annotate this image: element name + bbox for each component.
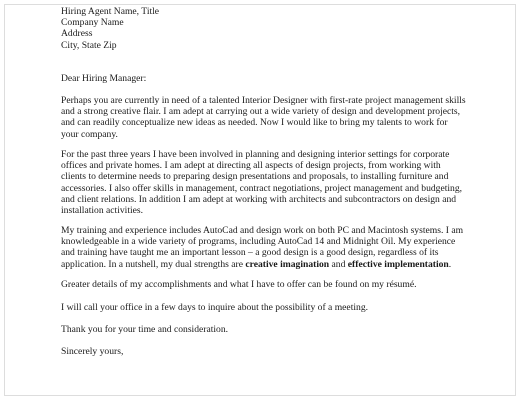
paragraph-line: and training have taught me an important lesson – a good design is a good design, regardless of its <box>61 247 439 259</box>
paragraph-line: and can readily conceptualize new ideas as needed. Now I would like to bring my talents to work for <box>61 117 448 129</box>
paragraph-line: For the past three years I have been involved in planning and designing interior settings for corporate <box>61 149 450 160</box>
paragraph-line: offices and private homes. I am adept at directing all aspects of design projects, from working with <box>61 160 441 172</box>
paragraph-line: Thank you for your time and consideration. <box>61 324 229 335</box>
paragraph-line: Greater details of my accomplishments and what I have to offer can be found on my résumé. <box>61 279 417 290</box>
paragraph-resume <box>61 279 416 290</box>
paragraph-line: installation activities. <box>61 205 144 217</box>
paragraph-line: knowledgeable in a wide variety of programs, including AutoCad 14 and Midnight Oil. My experience <box>61 236 456 248</box>
paragraph-thanks <box>61 324 228 335</box>
paragraph-line: your company. <box>61 128 118 140</box>
recipient-address-line: Address <box>61 28 93 40</box>
strengths-text: application. In a nutshell, my dual strengths are <box>61 258 246 270</box>
strength-effective-implementation: effective implementation <box>347 258 449 270</box>
paragraph-line-strengths <box>61 259 463 270</box>
salutation: Dear Hiring Manager: <box>61 73 147 84</box>
paragraph-line: My training and experience includes AutoCad and design work on both PC and Macintosh systems. I am <box>61 225 464 236</box>
closing: Sincerely yours, <box>61 346 124 357</box>
paragraph-line: clients to determine needs to preparing design presentations and proposals, to installing furniture and <box>61 171 449 183</box>
strengths-period: . <box>448 258 452 270</box>
paragraph-followup <box>61 302 368 313</box>
recipient-name-line: Hiring Agent Name, Title <box>61 6 160 17</box>
paragraph-line: Perhaps you are currently in need of a talented Interior Designer with first-rate project management skills <box>61 95 466 106</box>
paragraph-intro <box>61 95 466 140</box>
recipient-company-line: Company Name <box>61 17 124 29</box>
recipient-address <box>61 6 159 51</box>
recipient-city-line: City, State Zip <box>61 39 117 51</box>
paragraph-line: and a strong creative flair. I am adept at carrying out a wide variety of design and development projects, <box>61 106 461 118</box>
paragraph-line: and client relations. In addition I am adept at working with architects and subcontractors on design and <box>61 193 457 205</box>
paragraph-line: I will call your office in a few days to inquire about the possibility of a meeting. <box>61 302 369 313</box>
paragraph-line: accessories. I also offer skills in management, contract negotiations, project management and budgeting, <box>61 182 463 194</box>
strength-creative-imagination: creative imagination <box>245 258 330 270</box>
strengths-conjunction: and <box>329 258 348 270</box>
paragraph-training <box>61 225 463 270</box>
paragraph-experience <box>61 149 462 216</box>
